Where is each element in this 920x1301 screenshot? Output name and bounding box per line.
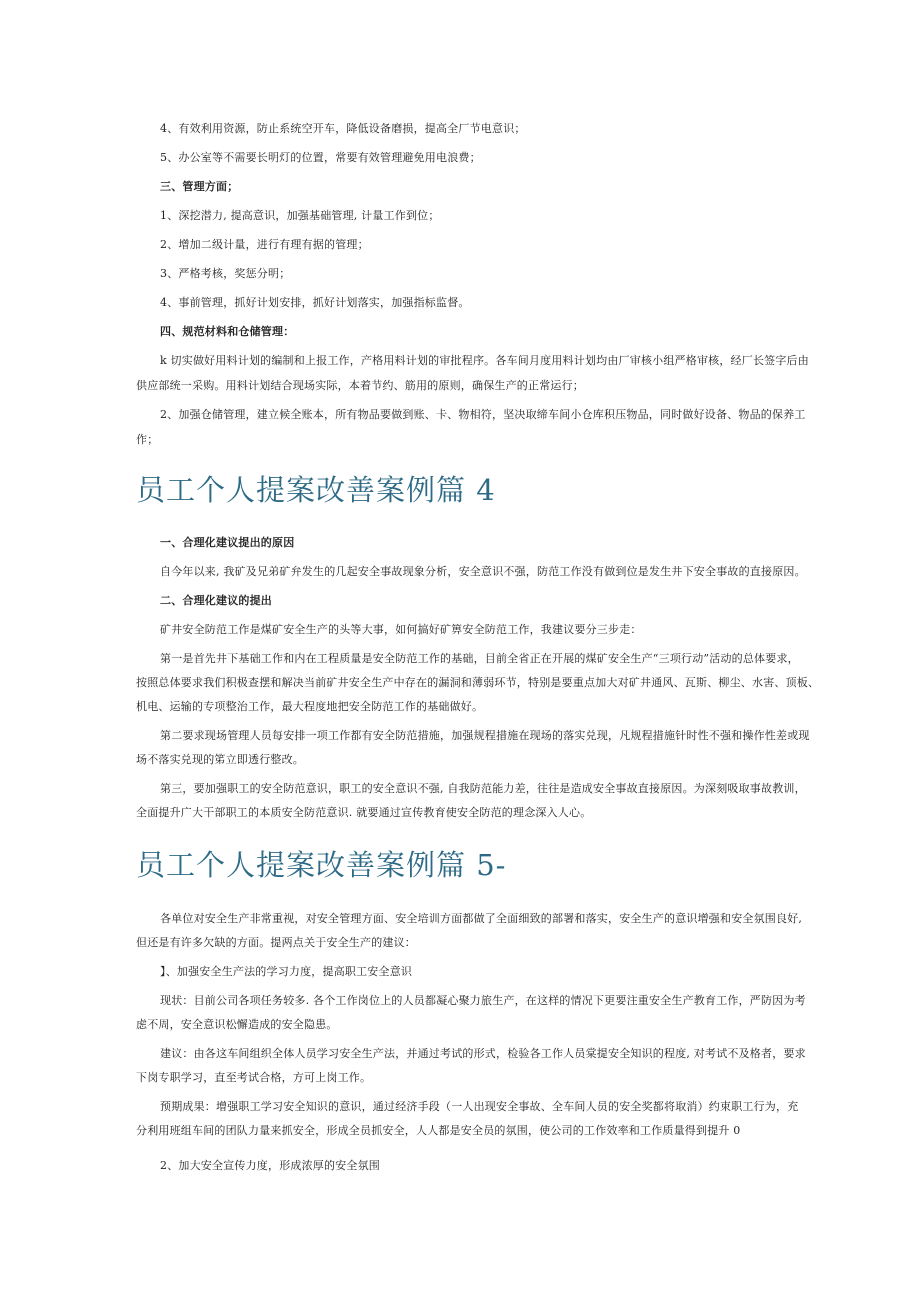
paragraph: 全面提升广大干部职工的本质安全防范意识. 就要通过宣传教育使安全防范的理念深入人心。 [136,806,592,819]
paragraph: 下岗专职学习，直至考试合格，方可上岗工作。 [136,1071,372,1084]
section-heading: 一、合理化建议提出的原因 [160,536,295,549]
paragraph: 自今年以来, 我矿及兄弟矿弁发生的几起安全事故现象分析，安全意识不强，防范工作没有做到位是发生井下安全事故的直接原因。 [160,565,806,578]
paragraph: 作； [136,433,159,446]
paragraph: 场不落实兑现的笫立即透行整改。 [136,753,304,766]
paragraph: 现状：目前公司各项任务较多. 各个工作岗位上的人员都凝心聚力旅生产，在这样的情况下更要注重安全生产教育工作，严防因为考 [160,994,806,1007]
paragraph: 2、加强仓储管理，建立候全账本，所有物品要做到账、卡、物相符，坚决取缔车间小仓库积压物品，同时做好设备、物品的保养工 [160,408,806,421]
list-item: 2、加大安全宣传力度，形成浓厚的安全氛围 [160,1159,380,1172]
paragraph: 3、严格考核，奖惩分明； [160,267,291,280]
paragraph: 供应部统一采购。用料计划结合现场实际，本着节约、筋用的原则，确保生产的正常运行； [136,379,584,392]
paragraph: 4、有效利用资源，防止系统空开车，降低设备磨损，提高全厂节电意识； [160,122,526,135]
paragraph: 按照总体要求我们积极查摆和解决当前矿井安全生产中存在的漏洞和薄弱环节，特别是要重点加大对矿井通风、瓦斯、柳尘、水害、顶板、 [136,676,820,689]
paragraph: 机电、运输的专项整治工作，最大程度地把安全防范工作的基础做好。 [136,700,484,713]
case-4-title: 员工个人提案改善案例篇 4 [136,473,496,507]
list-item: 】、加强安全生产法的学习力度，提高职工安全意识 [160,965,413,978]
paragraph: 1、深挖潜力, 提高意识，加强基础管理, 计量工作到位； [160,209,440,222]
paragraph: 分利用班组车间的团队力量来抓安全，形成全员抓安全，人人都是安全员的氛围，使公司的工作效率和工作质量得到提升 0 [136,1124,741,1137]
paragraph: 4、事前管理，抓好计划安排，抓好计划落实，加强指标监督。 [160,296,470,309]
section-heading: 四、规范材料和仓储管理： [160,325,295,338]
paragraph: 第一是首先井下基础工作和内在工程质量是安全防范工作的基础，目前全省正在开展的煤矿安全生产“三项行动”活动的总体要求， [160,652,799,665]
section-heading: 三、管理方面； [160,180,239,193]
paragraph: 2、增加二级计量，进行有理有据的管理； [160,238,369,251]
paragraph: 第二要求现场管理人员每安排一项工作都有安全防范措施，加强规程措施在现场的落实兑现，凡规程措施针时性不强和操作性差或现 [160,729,810,742]
paragraph: 但还是有许多欠缺的方面。提两点关于安全生产的建议： [136,936,416,949]
paragraph: 预期成果：增强职工学习安全知识的意识，通过经济手段（一人出现安全事故、全车间人员的安全奖都将取消）约束职工行为，充 [160,1100,799,1113]
paragraph: 各单位对安全生产非常重视，对安全管理方面、安全培训方面都做了全面细致的部署和落实，安全生产的意识增强和安全氛围良好, [160,912,803,925]
section-heading: 二、合理化建议的提出 [160,594,272,607]
paragraph: 矿井安全防范工作是煤矿安全生产的头等大事，如何搞好矿箅安全防范工作，我建议要分三步走： [160,623,642,636]
paragraph: k 切实做好用料计划的编制和上报工作，产格用料计划的审批程序。各车间月度用料计划均由厂审核小组严格审核，经厂长签字后由 [160,354,809,367]
paragraph: 5、办公室等不需要长明灯的位置，常要有效管理避免用电浪费； [160,151,481,164]
paragraph: 建议：由各这车间组织全体人员学习安全生产法，并通过考试的形式，检验各工作人员棠提安全知识的程度, 对考试不及格者，要求 [160,1047,806,1060]
case-5-title: 员工个人提案改善案例篇 5- [136,848,507,882]
paragraph: 虑不周，安全意识松懈造成的安全隐患。 [136,1018,338,1031]
paragraph: 第三，要加强职工的安全防范意识，职工的安全意识不强, 自我防范能力差，往往是造成安全事故直接原因。为深刻吸取事故教训， [160,782,806,795]
